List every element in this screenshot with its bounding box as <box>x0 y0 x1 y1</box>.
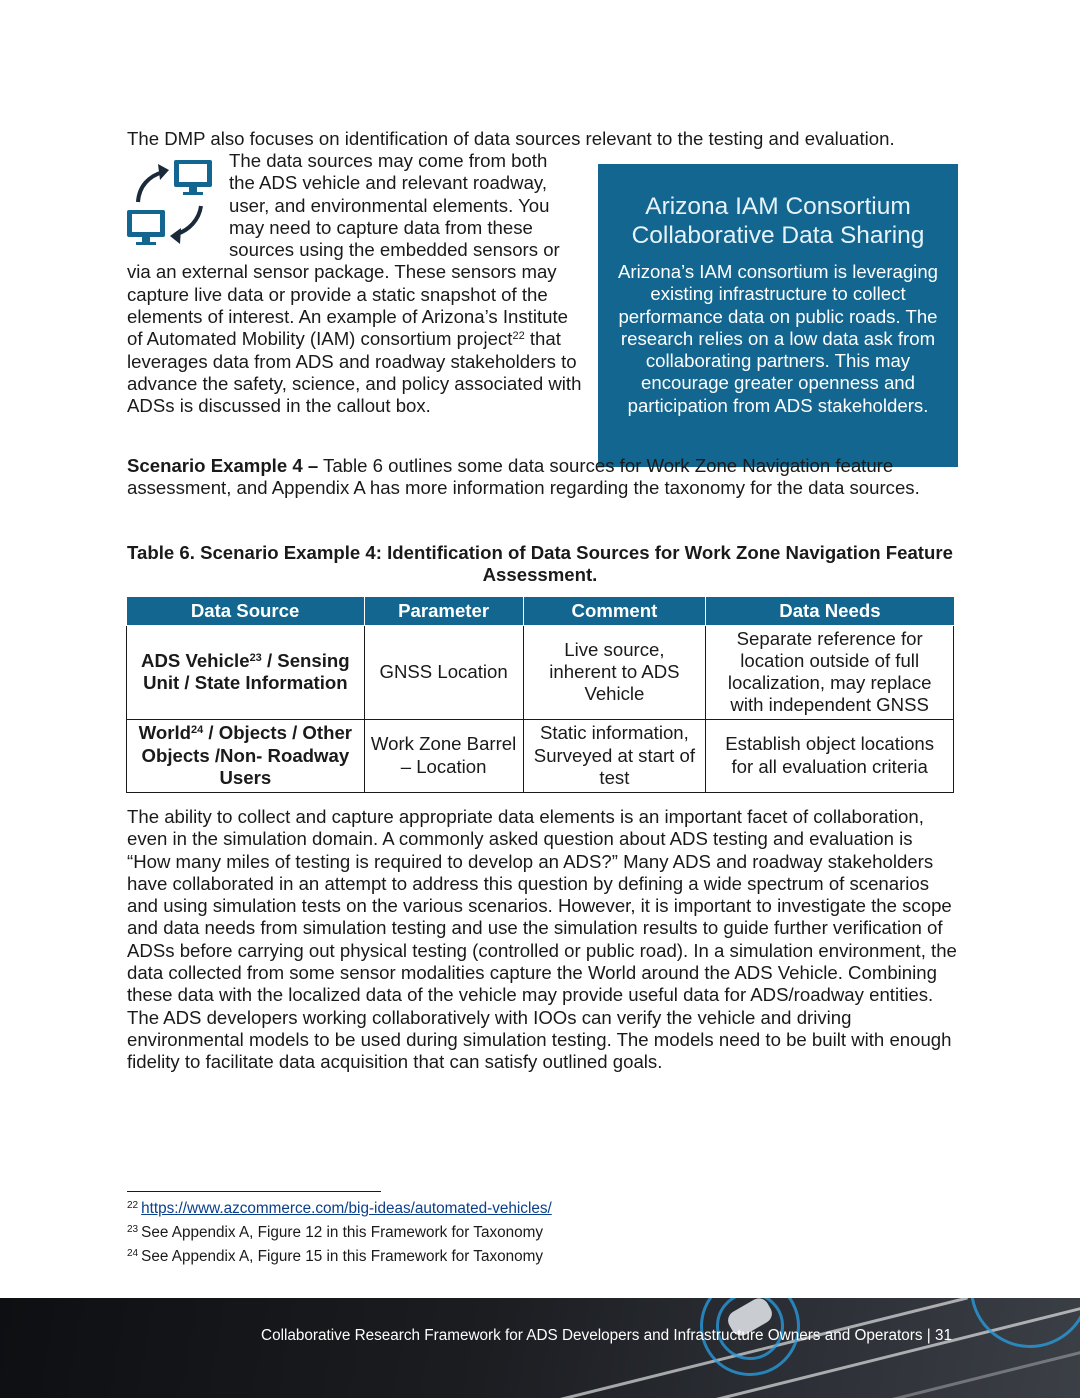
footnote-22 <box>127 1200 827 1220</box>
data-source-cell <box>127 719 365 792</box>
cell-text: / Objects / Other Objects /Non- Roadway Users <box>141 722 353 788</box>
callout-box <box>598 164 958 467</box>
wrap-text: via an external sensor package. These sensors may capture live data or provide a static snapshot of the elements of interest. An example of Arizona’s Institute of Automated Mobility (IAM) consortium project <box>127 261 568 350</box>
table-caption: Table 6. Scenario Example 4: Identification of Data Sources for Work Zone Navigation Feature Assessment. <box>127 542 953 586</box>
data-needs-cell: Establish object locations for all evaluation criteria <box>706 719 954 792</box>
footnote-number: 22 <box>127 1200 139 1211</box>
parameter-cell: Work Zone Barrel – Location <box>364 719 523 792</box>
table-header-cell: Comment <box>523 597 706 625</box>
footnote-ref-22: 22 <box>512 330 525 343</box>
footer-separator: | <box>922 1327 935 1344</box>
sensor-ring <box>970 1298 1080 1348</box>
footnote-link[interactable]: https://www.azcommerce.com/big-ideas/automated-vehicles/ <box>141 1200 552 1217</box>
footnote-ref-24: 24 <box>190 724 204 737</box>
callout-body: Arizona’s IAM consortium is leveraging existing infrastructure to collect performance data on public roads. The research relies on a low data ask from collaborating partners. This may encourage greater openness and participation from ADS stakeholders. <box>617 261 939 416</box>
table-row <box>127 719 954 792</box>
cell-text: ADS Vehicle <box>141 649 250 671</box>
table-row <box>127 625 954 719</box>
intro-paragraph: The DMP also focuses on identification of data sources relevant to the testing and evaluation. <box>127 128 895 149</box>
scenario-paragraph <box>127 455 957 500</box>
footer-title: Collaborative Research Framework for ADS Developers and Infrastructure Owners and Operators <box>261 1327 923 1344</box>
comment-cell: Live source, inherent to ADS Vehicle <box>523 625 706 719</box>
parameter-cell: GNSS Location <box>364 625 523 719</box>
footer-text <box>261 1327 952 1345</box>
table-header-cell: Data Needs <box>706 597 954 625</box>
simulation-paragraph: The ability to collect and capture appropriate data elements is an important facet of collaboration, even in the simulation domain. A commonly asked question about ADS testing and evaluation is “How many miles of testing is required to develop an ADS?” Many ADS and roadway stakeholders have collaborated in an attempt to address this question by defining a wide spectrum of scenarios and using simulation tests on the various scenarios. However, it is important to investigate the scope and data needs from simulation testing and use the simulation results to guide further verification of ADSs before carrying out physical testing (controlled or public road). In a simulation environment, the data collected from some sensor modalities capture the World around the ADS Vehicle. Combining these data with the localized data of the vehicle may provide useful data for ADS/roadway entities. The ADS developers working collaboratively with IOOs can verify the vehicle and driving environmental models to be used during simulation testing. The models need to be built with enough fidelity to facilitate data acquisition that can satisfy outlined goals. <box>127 806 957 1073</box>
scenario-text: Table 6 outlines some data sources for Work Zone Navigation feature assessment, and Appendix A has more information regarding the taxonomy for the data sources. <box>127 455 920 499</box>
page-footer <box>0 1298 1080 1398</box>
footnote-number: 23 <box>127 1224 139 1235</box>
wrap-line: The data sources may come from both <box>229 150 548 171</box>
wrap-line: user, and environmental elements. You <box>229 194 550 216</box>
wrap-line: the ADS vehicle and relevant roadway, <box>229 172 547 194</box>
page-number: 31 <box>934 1327 952 1344</box>
table-header-cell: Parameter <box>364 597 523 625</box>
footnote-24 <box>127 1248 827 1268</box>
footnote-number: 24 <box>127 1248 139 1259</box>
wrap-text: that leverages data from ADS and roadway stakeholders to advance the safety, science, and policy associated with ADSs is discussed in the callout box. <box>127 328 582 417</box>
data-needs-cell: Separate reference for location outside of full localization, may replace with independent GNSS <box>706 625 954 719</box>
wrapped-paragraph <box>127 150 587 418</box>
callout-title: Arizona IAM Consortium Collaborative Data Sharing <box>631 193 925 249</box>
wrap-line: sources using the embedded sensors or <box>229 239 560 261</box>
footnote-text: See Appendix A, Figure 12 in this Framework for Taxonomy <box>141 1224 544 1241</box>
table-header-row <box>127 597 954 625</box>
table-header-cell: Data Source <box>127 597 365 625</box>
footnote-divider <box>127 1191 381 1192</box>
cell-text: World <box>138 722 191 744</box>
wrap-line: may need to capture data from these <box>229 216 533 238</box>
footnote-text: See Appendix A, Figure 15 in this Framework for Taxonomy <box>141 1248 544 1265</box>
scenario-label: Scenario Example 4 – <box>127 455 319 476</box>
comment-cell: Static information, Surveyed at start of test <box>523 719 706 792</box>
cell-text: / Sensing Unit / State Information <box>143 649 350 694</box>
data-source-cell <box>127 625 365 719</box>
footnote-ref-23: 23 <box>249 651 262 664</box>
data-sources-table <box>126 597 954 793</box>
footnote-23 <box>127 1224 827 1244</box>
